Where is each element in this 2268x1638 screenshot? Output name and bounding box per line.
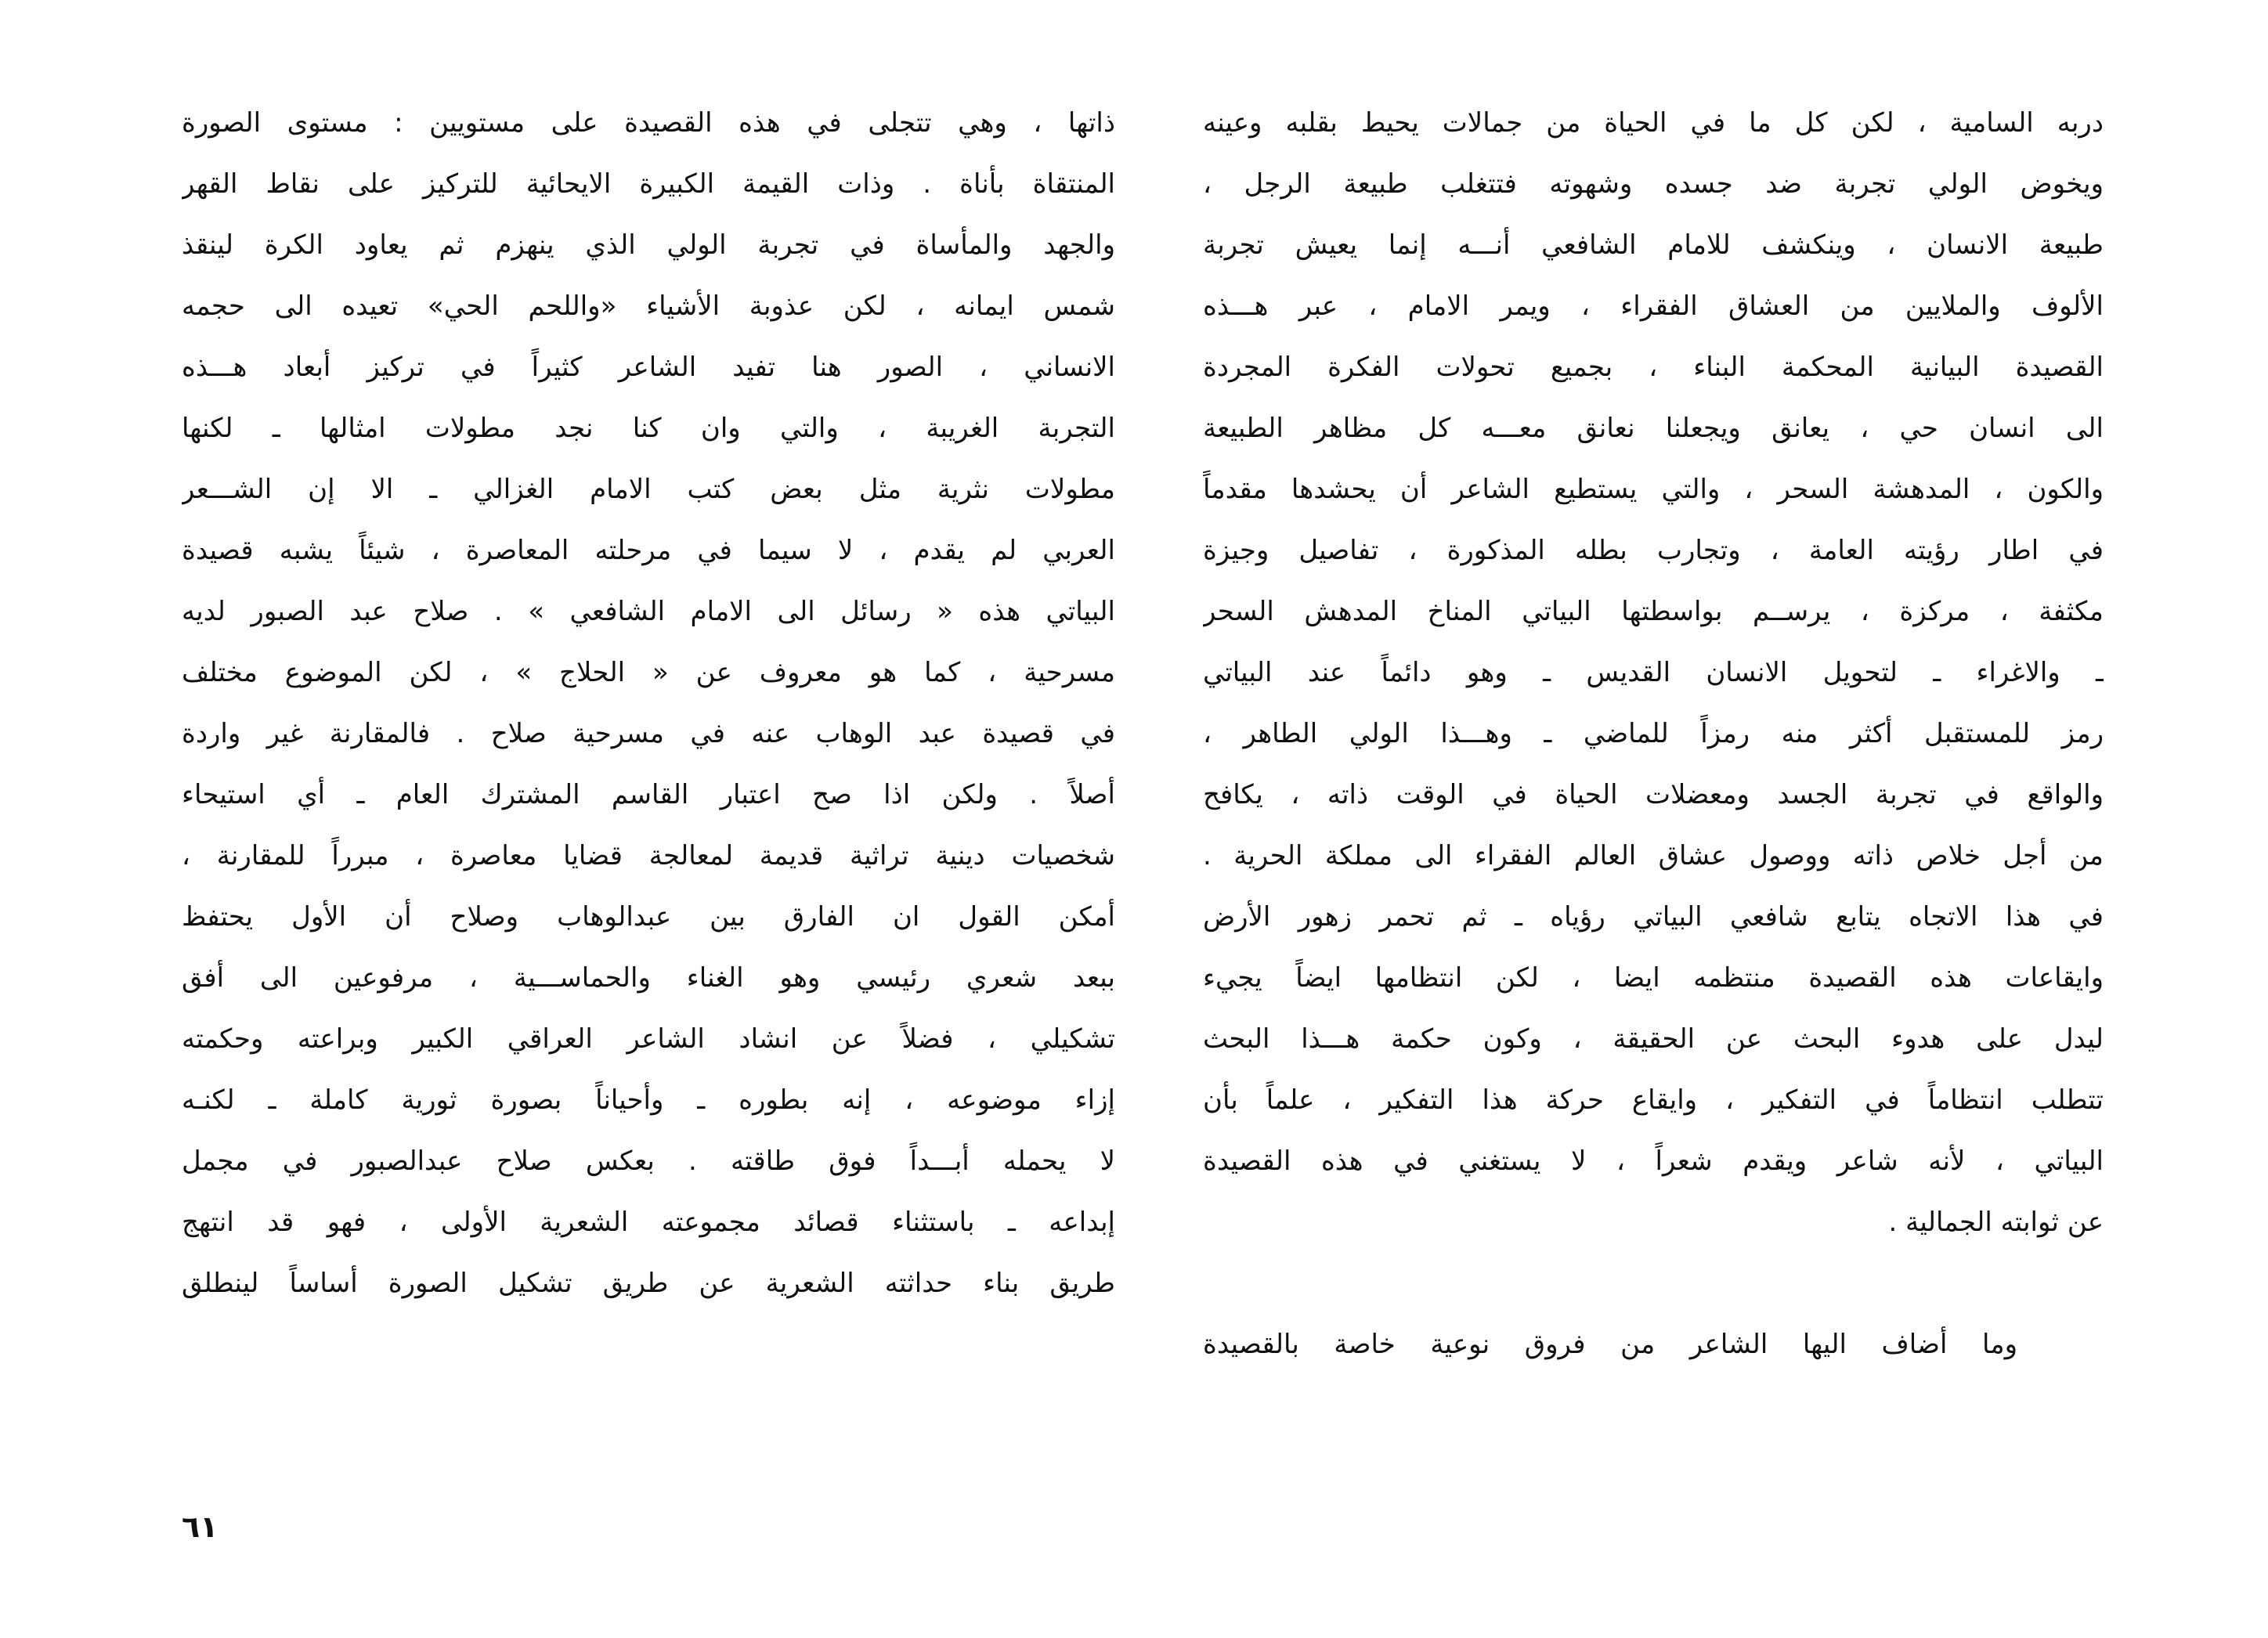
text-line: الألوف والملايين من العشاق الفقراء ، ويمر الامام ، عبر هـــذه	[1203, 290, 2104, 322]
text-line: تتطلب انتظاماً في التفكير ، وايقاع حركة هذا التفكير ، علماً بأن	[1203, 1084, 2104, 1116]
text-line: العربي لم يقدم ، لا سيما في مرحلته المعاصرة ، شيئاً يشبه قصيدة	[182, 535, 1115, 566]
text-line: مسرحية ، كما هو معروف عن « الحلاج » ، لكن الموضوع مختلف	[182, 657, 1115, 688]
text-line: مكثفة ، مركزة ، يرســم بواسطتها البياتي المناخ المدهش السحر	[1203, 596, 2104, 627]
paragraph-gap	[1203, 1253, 2104, 1314]
page-number: ٦١	[182, 1510, 218, 1544]
text-line: والكون ، المدهشة السحر ، والتي يستطيع الشاعر أن يحشدها مقدماً	[1203, 474, 2104, 505]
text-line: شخصيات دينية تراثية قديمة لمعالجة قضايا معاصرة ، مبرراً للمقارنة ،	[182, 840, 1115, 871]
right-text-column	[1203, 92, 2104, 1375]
text-line: مطولات نثرية مثل بعض كتب الامام الغزالي ـ الا إن الشـــعر	[182, 474, 1115, 505]
text-line: أمكن القول ان الفارق بين عبدالوهاب وصلاح أن الأول يحتفظ	[182, 901, 1115, 933]
text-line: طبيعة الانسان ، وينكشف للامام الشافعي أنـــه إنما يعيش تجربة	[1203, 229, 2104, 261]
text-line: ـ والاغراء ـ لتحويل الانسان القديس ـ وهو دائماً عند البياتي	[1203, 657, 2104, 688]
text-line: ويخوض الولي تجربة ضد جسده وشهوته فتتغلب طبيعة الرجل ،	[1203, 168, 2104, 200]
text-line: إبداعه ـ باستثناء قصائد مجموعته الشعرية الأولى ، فهو قد انتهج	[182, 1207, 1115, 1238]
text-line: من أجل خلاص ذاته ووصول عشاق العالم الفقراء الى مملكة الحرية .	[1203, 840, 2104, 871]
text-line: تشكيلي ، فضلاً عن انشاد الشاعر العراقي الكبير وبراعته وحكمته	[182, 1023, 1115, 1055]
text-line: لا يحمله أبـــداً فوق طاقته . بعكس صلاح عبدالصبور في مجمل	[182, 1146, 1115, 1177]
text-line: ببعد شعري رئيسي وهو الغناء والحماســـية ، مرفوعين الى أفق	[182, 962, 1115, 994]
text-line: وايقاعات هذه القصيدة منتظمه ايضا ، لكن انتظامها ايضاً يجيء	[1203, 962, 2104, 994]
text-line: الانساني ، الصور هنا تفيد الشاعر كثيراً في تركيز أبعاد هـــذه	[182, 352, 1115, 383]
text-line: الى انسان حي ، يعانق ويجعلنا نعانق معـــه كل مظاهر الطبيعة	[1203, 413, 2104, 444]
text-line: والواقع في تجربة الجسد ومعضلات الحياة في الوقت ذاته ، يكافح	[1203, 779, 2104, 810]
text-line: رمز للمستقبل أكثر منه رمزاً للماضي ـ وهـــذا الولي الطاهر ،	[1203, 718, 2104, 749]
text-line: القصيدة البيانية المحكمة البناء ، بجميع تحولات الفكرة المجردة	[1203, 352, 2104, 383]
text-line: في قصيدة عبد الوهاب عنه في مسرحية صلاح . فالمقارنة غير واردة	[182, 718, 1115, 749]
text-line: التجربة الغريبة ، والتي وان كنا نجد مطولات امثالها ـ لكنها	[182, 413, 1115, 444]
text-line: ليدل على هدوء البحث عن الحقيقة ، وكون حكمة هـــذا البحث	[1203, 1023, 2104, 1055]
text-line: البياتي هذه « رسائل الى الامام الشافعي » . صلاح عبد الصبور لديه	[182, 596, 1115, 627]
text-line: طريق بناء حداثته الشعرية عن طريق تشكيل الصورة أساساً لينطلق	[182, 1268, 1115, 1299]
text-line: عن ثوابته الجمالية .	[1888, 1207, 2104, 1238]
text-line: البياتي ، لأنه شاعر ويقدم شعراً ، لا يستغني في هذه القصيدة	[1203, 1146, 2104, 1177]
text-line: شمس ايمانه ، لكن عذوبة الأشياء «واللحم الحي» تعيده الى حجمه	[182, 290, 1115, 322]
text-line: المنتقاة بأناة . وذات القيمة الكبيرة الايحائية للتركيز على نقاط القهر	[182, 168, 1115, 200]
text-line: وما أضاف اليها الشاعر من فروق نوعية خاصة بالقصيدة	[1203, 1329, 2017, 1360]
text-line: ذاتها ، وهي تتجلى في هذه القصيدة على مستويين : مستوى الصورة	[182, 107, 1115, 139]
text-line: والجهد والمأساة في تجربة الولي الذي ينهزم ثم يعاود الكرة لينقذ	[182, 229, 1115, 261]
text-line: دربه السامية ، لكن كل ما في الحياة من جمالات يحيط بقلبه وعينه	[1203, 107, 2104, 139]
left-text-column	[182, 92, 1115, 1314]
text-line: إزاء موضوعه ، إنه بطوره ـ وأحياناً بصورة ثورية كاملة ـ لكنـه	[182, 1084, 1115, 1116]
text-line: في هذا الاتجاه يتابع شافعي البياتي رؤياه ـ ثم تحمر زهور الأرض	[1203, 901, 2104, 933]
text-line: في اطار رؤيته العامة ، وتجارب بطله المذكورة ، تفاصيل وجيزة	[1203, 535, 2104, 566]
text-line: أصلاً . ولكن اذا صح اعتبار القاسم المشترك العام ـ أي استيحاء	[182, 779, 1115, 810]
